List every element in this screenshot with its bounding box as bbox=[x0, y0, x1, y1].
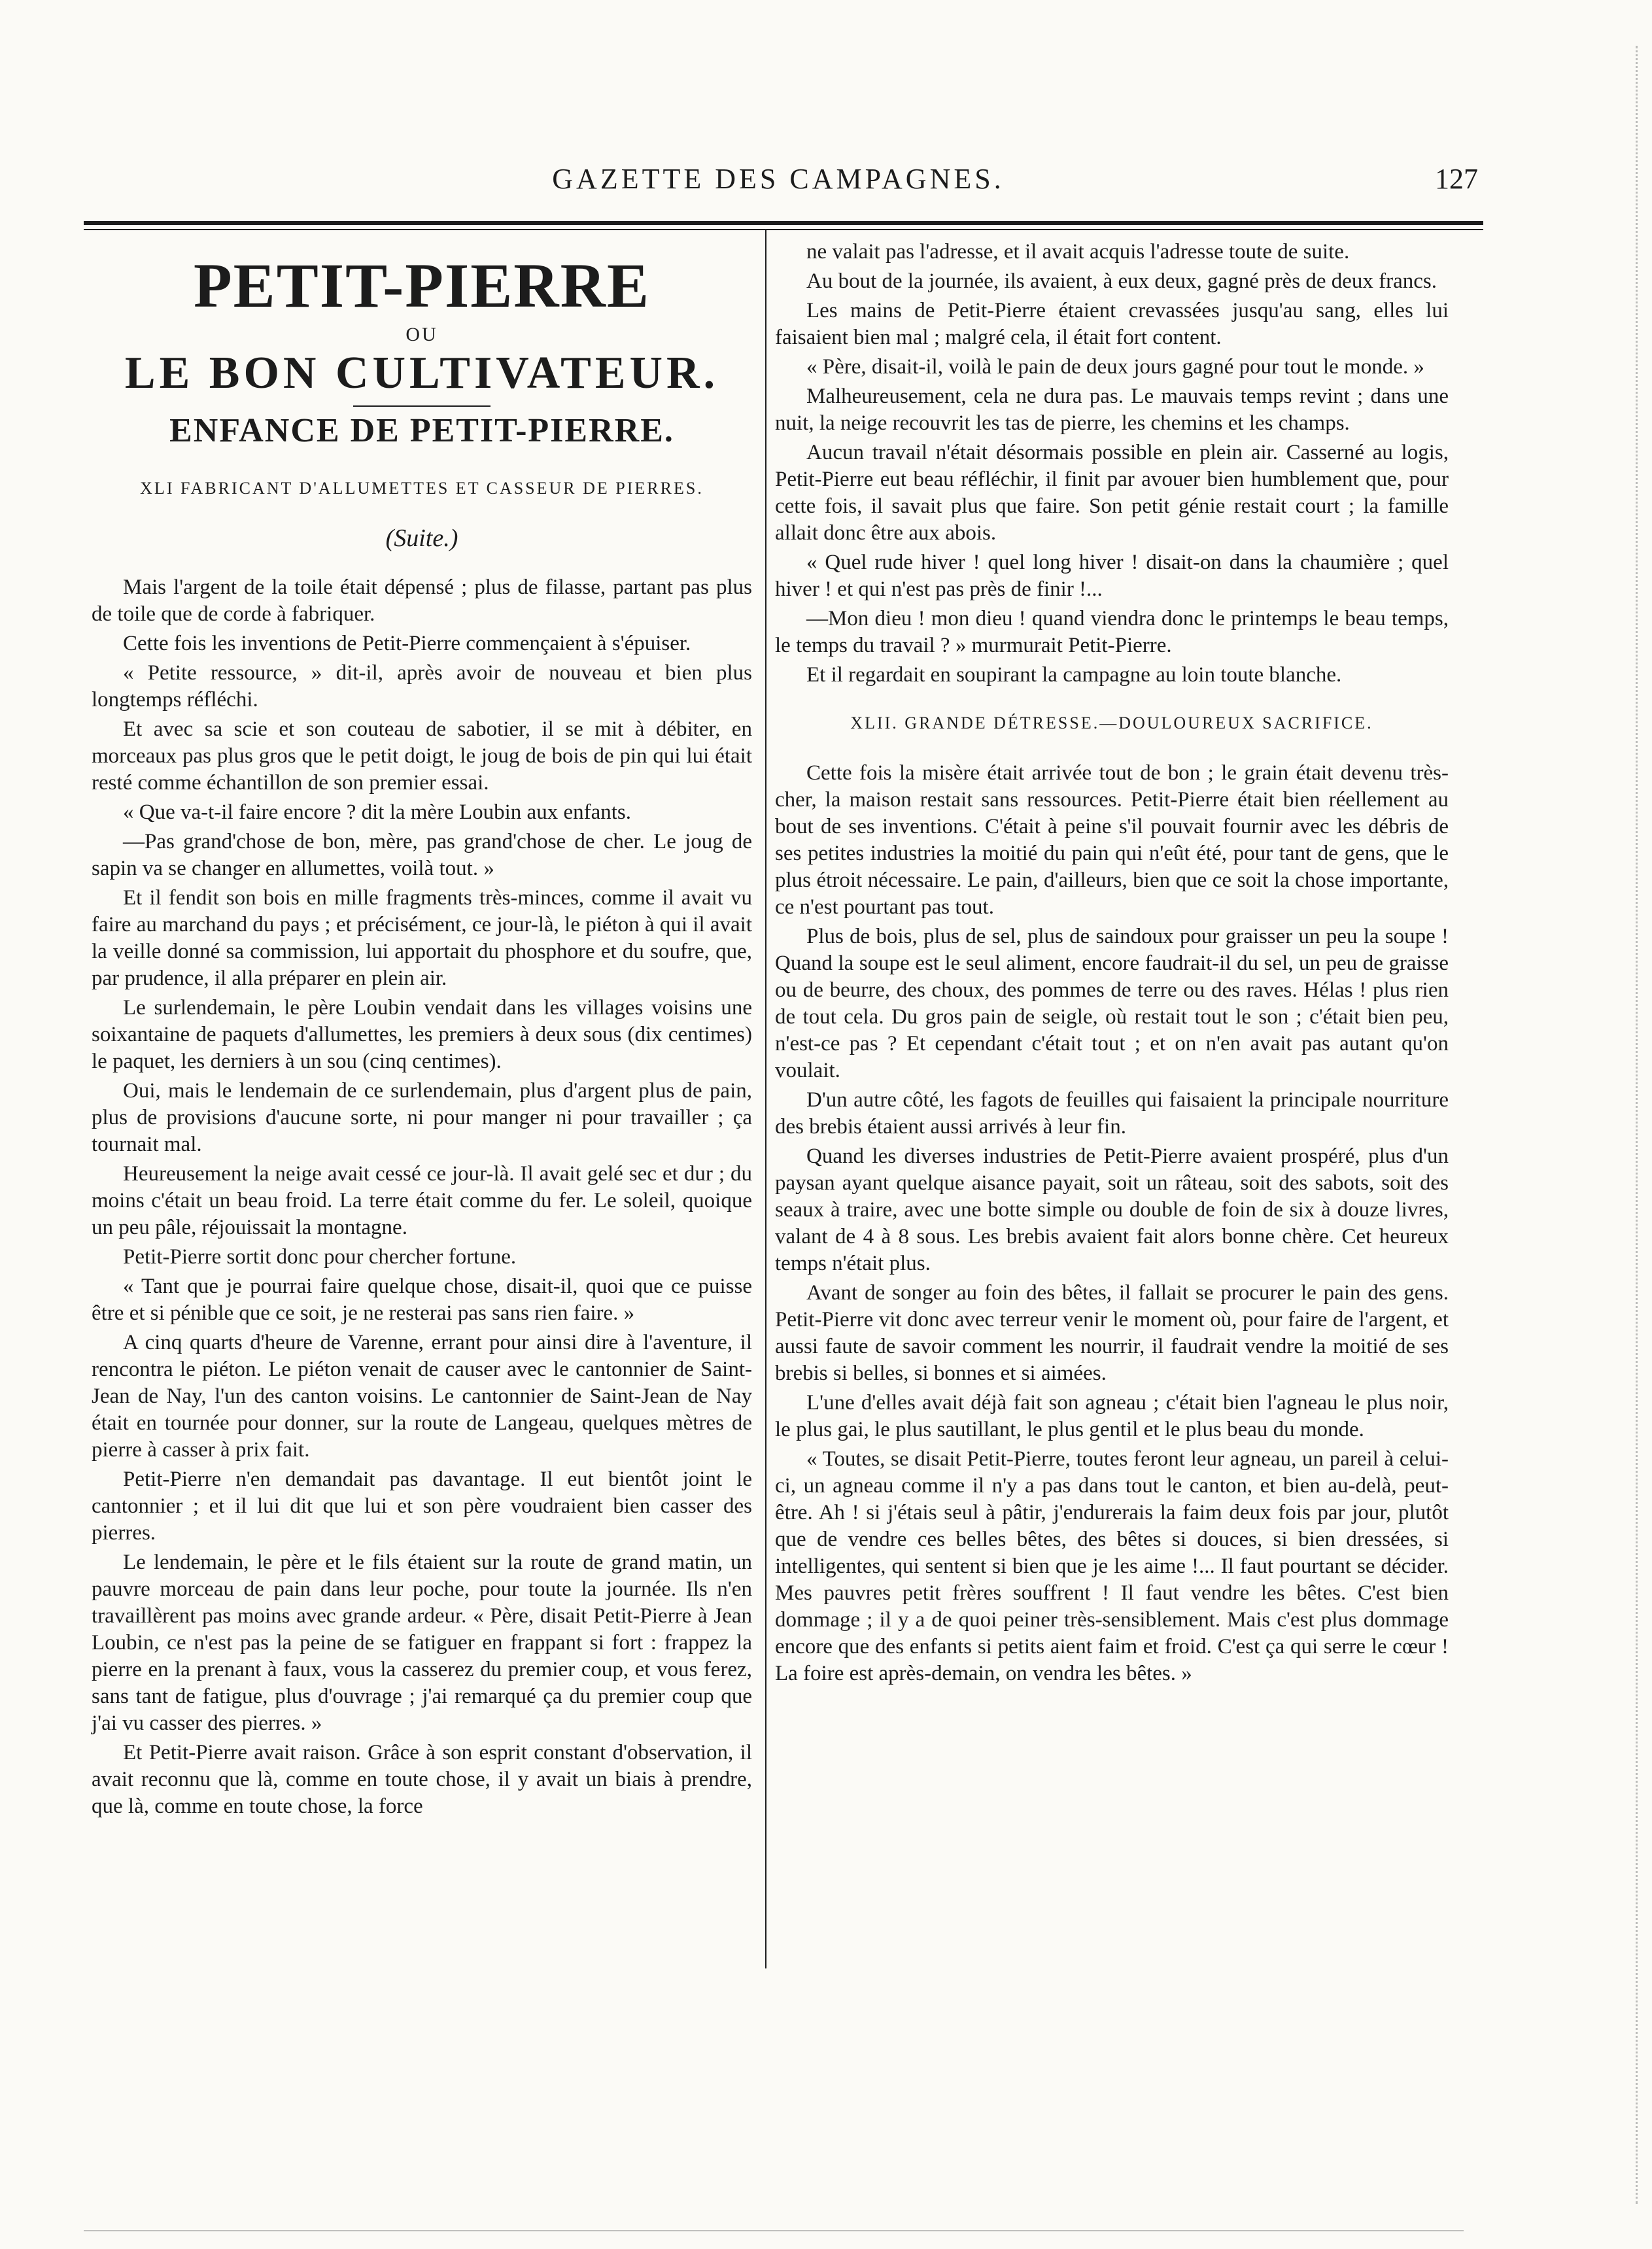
paragraph: Quand les diverses industries de Petit-Pierre avaient prospéré, plus d'un paysan ayant quelque aisance payait, soit un râteau, soit des sabots, soit des seaux à traire, avec une botte simple ou double de foin de six à douze livres, valant de 4 à 8 sous. Les brebis avaient fait alors bonne chère. Cet heureux temps n'était plus. bbox=[775, 1144, 1449, 1275]
paragraph: Petit-Pierre n'en demandait pas davantage. Il eut bientôt joint le cantonnier ; et il lui dit que lui et son père voudraient bien casser des pierres. bbox=[92, 1468, 752, 1545]
paragraph: Et Petit-Pierre avait raison. Grâce à son esprit constant d'observation, il avait reconnu que là, comme en toute chose, il y avait un biais à prendre, que là, comme en toute chose, la force bbox=[92, 1741, 752, 1818]
paragraph: ne valait pas l'adresse, et il avait acquis l'adresse toute de suite. bbox=[806, 240, 1350, 264]
paragraph: Malheureusement, cela ne dura pas. Le mauvais temps revint ; dans une nuit, la neige recouvrit les tas de pierre, les chemins et les champs. bbox=[775, 385, 1449, 435]
right-paragraphs-b bbox=[775, 760, 1449, 1687]
paragraph: « Quel rude hiver ! quel long hiver ! disait-on dans la chaumière ; quel hiver ! et qui n'est pas près de finir !... bbox=[775, 551, 1449, 601]
paragraph: Et il fendit son bois en mille fragments très-minces, comme il avait vu faire au marchand du pays ; et précisément, ce jour-là, le piéton à qui il avait la veille donné sa commission, lui apportait du phosphore et du soufre, que, par prudence, il alla préparer en plein air. bbox=[92, 886, 753, 990]
paragraph: Et avec sa scie et son couteau de sabotier, il se mit à débiter, en morceaux pas plus gros que le petit doigt, le joug de bois de pin qui lui était resté comme échantillon de son premier essai. bbox=[92, 717, 752, 795]
paragraph: Oui, mais le lendemain de ce surlendemain, plus d'argent plus de pain, plus de provisions d'aucune sorte, ni pour manger ni pour travailler ; ça tournait mal. bbox=[92, 1079, 752, 1156]
paragraph: Le lendemain, le père et le fils étaient sur la route de grand matin, un pauvre morceau de pain dans leur poche, pour toute la journée. Ils n'en travaillèrent pas moins avec grande ardeur. « Père, disait Petit-Pierre à Jean Loubin, ce n'est pas la peine de se fatiguer en frappant si fort : frappez la pierre en la prenant à faux, vous la casserez du premier coup, et vous ferez, sans tant de fatigue, plus d'ouvrage ; j'ai remarqué ça du premier coup que j'ai vu casser des pierres. » bbox=[92, 1551, 752, 1735]
paragraph: « Que va-t-il faire encore ? dit la mère Loubin aux enfants. bbox=[123, 800, 631, 824]
paragraph: Cette fois les inventions de Petit-Pierre commençaient à s'épuiser. bbox=[123, 632, 691, 655]
article-title-ou: OU bbox=[405, 324, 438, 345]
paragraph: Et il regardait en soupirant la campagne au loin toute blanche. bbox=[806, 663, 1342, 687]
bottom-rule bbox=[84, 2230, 1464, 2231]
paragraph: —Pas grand'chose de bon, mère, pas grand'chose de cher. Le joug de sapin va se changer en allumettes, voilà tout. » bbox=[92, 830, 752, 880]
paragraph: L'une d'elles avait déjà fait son agneau ; c'était bien l'agneau le plus noir, le plus gai, le plus sautillant, le plus gentil et le plus beau du monde. bbox=[775, 1391, 1449, 1441]
running-title: GAZETTE DES CAMPAGNES. bbox=[552, 163, 1005, 195]
paragraph: « Tant que je pourrai faire quelque chose, disait-il, quoi que ce puisse être et si pénible que ce soit, je ne resterai pas sans rien faire. » bbox=[92, 1275, 752, 1325]
section-title: ENFANCE DE PETIT-PIERRE. bbox=[169, 412, 674, 449]
header-rule-thin bbox=[84, 229, 1483, 230]
paragraph: Aucun travail n'était désormais possible en plein air. Casserné au logis, Petit-Pierre eut beau réfléchir, il finit par avouer bien humblement que, pour cette fois, il savait plus que faire. Son petit génie restait court ; la famille allait donc être aux abois. bbox=[775, 441, 1449, 545]
scan-margin-noise bbox=[1636, 46, 1652, 2204]
paragraph: Les mains de Petit-Pierre étaient crevassées jusqu'au sang, elles lui faisaient bien mal ; malgré cela, il était fort content. bbox=[775, 299, 1449, 349]
paragraph: « Petite ressource, » dit-il, après avoir de nouveau et bien plus longtemps réfléchi. bbox=[92, 661, 752, 712]
article-title: PETIT-PIERRE bbox=[194, 250, 650, 320]
right-column bbox=[775, 239, 1449, 1690]
paragraph: Mais l'argent de la toile était dépensé ; plus de filasse, partant pas plus de toile que de corde à fabriquer. bbox=[92, 575, 752, 626]
article-subtitle: LE BON CULTIVATEUR. bbox=[124, 348, 719, 398]
header-rule bbox=[84, 221, 1483, 225]
paragraph: A cinq quarts d'heure de Varenne, errant pour ainsi dire à l'aventure, il rencontra le piéton. Le piéton venait de causer avec le cantonnier de Saint-Jean de Nay, l'un des canton voisins. Le cantonnier de Saint-Jean de Nay était en tournée pour donner, sur la route de Langeau, quelques mètres de pierre à casser à prix fait. bbox=[92, 1331, 752, 1462]
paragraph: Heureusement la neige avait cessé ce jour-là. Il avait gelé sec et dur ; du moins c'était un beau froid. La terre était comme du fer. Le soleil, quoique un peu pâle, réjouissait la montagne. bbox=[92, 1162, 752, 1239]
column-divider bbox=[765, 229, 766, 1968]
paragraph: Petit-Pierre sortit donc pour chercher fortune. bbox=[123, 1245, 517, 1269]
page-number: 127 bbox=[1435, 163, 1478, 195]
paragraph: Cette fois la misère était arrivée tout de bon ; le grain était devenu très-cher, la maison restait sans ressources. Petit-Pierre était bien réellement au bout de ses inventions. C'était à peine s'il pouvait fournir avec les débris de ses petites industries la moitié du pain qui n'eût été, pour tant de gens, que le plus étroit nécessaire. Le pain, d'ailleurs, bien que ce soit la chose importante, ce n'est pourtant pas tout. bbox=[775, 761, 1449, 919]
paragraph: Plus de bois, plus de sel, plus de saindoux pour graisser un peu la soupe ! Quand la soupe est le seul aliment, encore faudrait-il du sel, un peu de graisse ou de beurre, des choux, des pommes de terre ou des raves. Hélas ! plus rien de tout cela. Du gros pain de seigle, où restait tout le son ; c'était bien peu, n'est-ce pas ? Et cependant c'était tout ; et on n'en avait pas autant qu'on voulait. bbox=[775, 925, 1449, 1082]
chapter-heading-2: XLII. GRANDE DÉTRESSE.—DOULOUREUX SACRIFICE. bbox=[850, 713, 1373, 732]
left-paragraphs bbox=[92, 574, 752, 1820]
chapter-heading: XLI FABRICANT D'ALLUMETTES ET CASSEUR DE PIERRES. bbox=[140, 479, 704, 498]
left-column bbox=[92, 239, 752, 1823]
paragraph: —Mon dieu ! mon dieu ! quand viendra donc le printemps le beau temps, le temps du travail ? » murmurait Petit-Pierre. bbox=[775, 607, 1449, 657]
paragraph: Avant de songer au foin des bêtes, il fallait se procurer le pain des gens. Petit-Pierre vit donc avec terreur venir le moment où, pour faire de l'argent, et aussi faute de savoir comment les nourrir, il faudrait vendre la moitié de ses brebis si belles, si bonnes et si aimées. bbox=[775, 1281, 1449, 1385]
paragraph: Au bout de la journée, ils avaient, à eux deux, gagné près de deux francs. bbox=[806, 269, 1437, 293]
paragraph: « Toutes, se disait Petit-Pierre, toutes feront leur agneau, un pareil à celui-ci, un agneau comme il n'y a pas dans tout le canton, et bien au-delà, peut-être. Ah ! si j'étais seul à pâtir, j'endurerais la faim deux fois par jour, plutôt que de vendre ces belles bêtes, des bêtes si douces, si bien dressées, si intelligentes, qui sentent si bien que je les aime !... Il faut pourtant se décider. Mes pauvres petit frères souffrent ! Il faut vendre les bêtes. C'est bien dommage ; il y a de quoi peiner très-sensiblement. Mais c'est plus dommage encore que des enfants si petits aient faim et froid. C'est ça qui serre le cœur ! La foire est après-demain, on vendra les bêtes. » bbox=[775, 1447, 1449, 1685]
paragraph: Le surlendemain, le père Loubin vendait dans les villages voisins une soixantaine de paquets d'allumettes, les premiers à deux sous (dix centimes) le paquet, les derniers à un sou (cinq centimes). bbox=[92, 996, 752, 1073]
suite-label: (Suite.) bbox=[385, 524, 458, 552]
paragraph: « Père, disait-il, voilà le pain de deux jours gagné pour tout le monde. » bbox=[806, 355, 1424, 379]
paragraph: D'un autre côté, les fagots de feuilles qui faisaient la principale nourriture des brebis étaient aussi arrivés à leur fin. bbox=[775, 1088, 1449, 1139]
right-paragraphs-a bbox=[775, 239, 1449, 689]
running-head bbox=[78, 162, 1478, 201]
title-rule bbox=[353, 405, 490, 407]
